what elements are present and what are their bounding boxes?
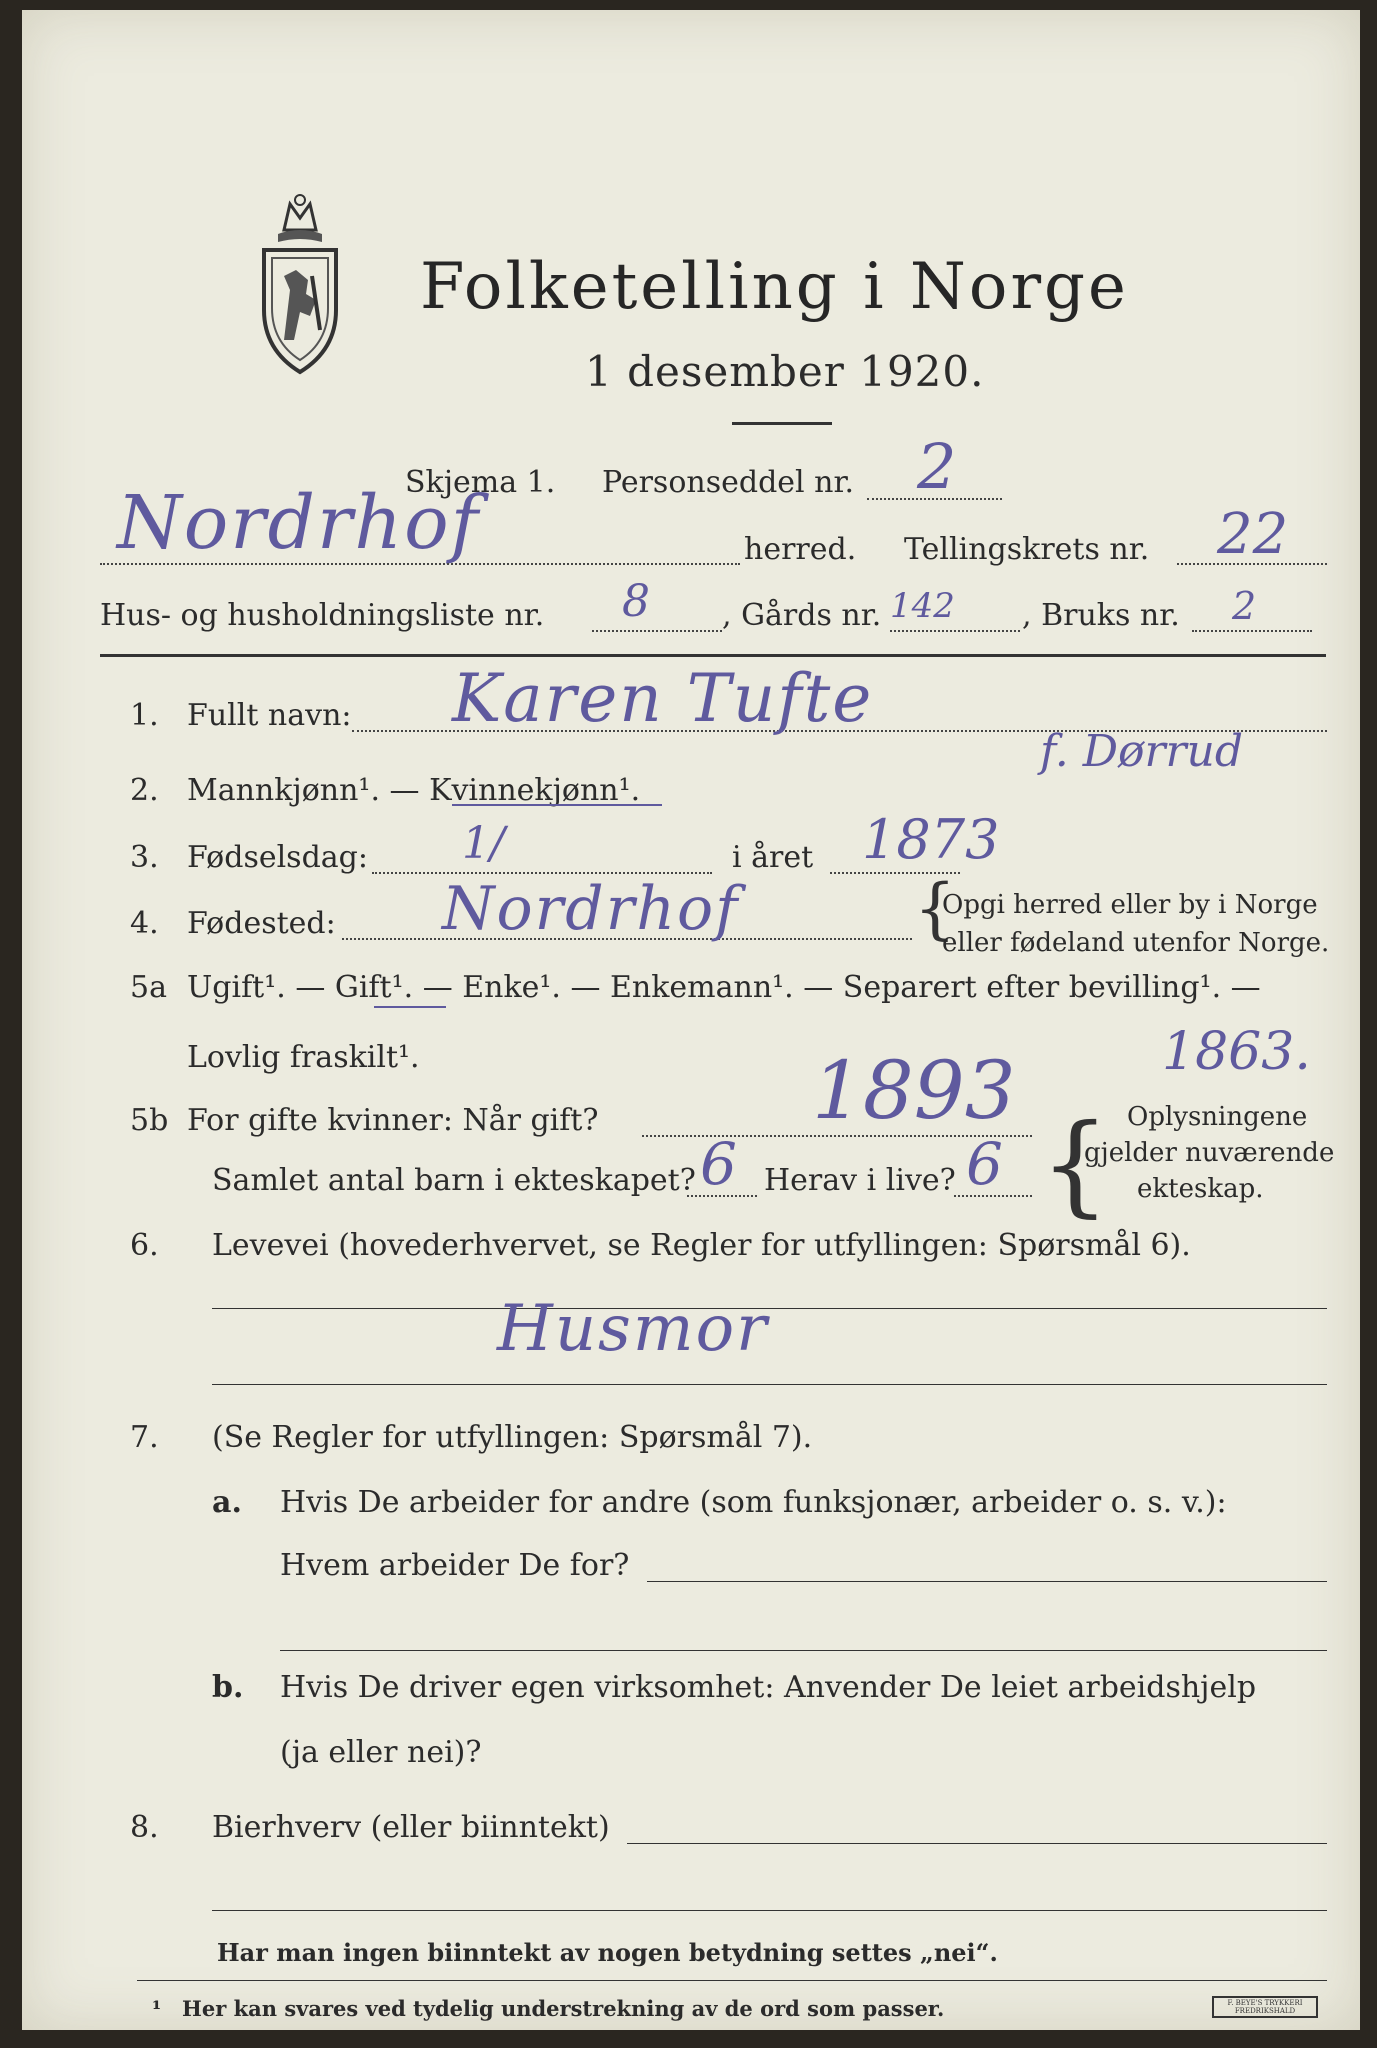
bruks-value[interactable]: 2 bbox=[1232, 584, 1257, 628]
q5b-label1: For gifte kvinner: Når gift? bbox=[187, 1103, 599, 1138]
birth-year-value[interactable]: 1873 bbox=[862, 808, 1000, 871]
q8-field-line-1 bbox=[627, 1843, 1327, 1844]
form-title: Folketelling i Norge bbox=[420, 250, 1129, 324]
husholdningsliste-label: Hus- og husholdningsliste nr. bbox=[100, 598, 545, 633]
q4-number: 4. bbox=[130, 906, 159, 941]
q6-field-line-2 bbox=[212, 1384, 1327, 1385]
married-year-value[interactable]: 1893 bbox=[812, 1044, 1016, 1137]
q4-note-line2: eller fødeland utenfor Norge. bbox=[942, 928, 1330, 958]
q3-number: 3. bbox=[130, 840, 159, 875]
q7-number: 7. bbox=[130, 1420, 159, 1455]
q5b-note-line3: ekteskap. bbox=[1137, 1174, 1264, 1204]
q5b-note-line2: gjelder nuværende bbox=[1084, 1138, 1335, 1168]
q5a-number: 5a bbox=[130, 970, 167, 1005]
q5b-label2: Samlet antal barn i ekteskapet? bbox=[212, 1163, 696, 1198]
q2-number: 2. bbox=[130, 773, 159, 808]
footnote-mark: ¹ bbox=[152, 1996, 162, 2021]
q6-field-line-1 bbox=[212, 1308, 1327, 1309]
title-divider bbox=[732, 422, 832, 425]
q7a-line1: Hvis De arbeider for andre (som funksjonær, arbeider o. s. v.): bbox=[280, 1485, 1227, 1520]
printer-stamp: F. BEYE'S TRYKKERI FREDRIKSHALD bbox=[1212, 1996, 1318, 2018]
q5a-line1: Ugift¹. — Gift¹. — Enke¹. — Enkemann¹. — Separert efter bevilling¹. — bbox=[187, 970, 1261, 1005]
birthday-value[interactable]: 1/ bbox=[462, 818, 505, 869]
tellingskrets-label: Tellingskrets nr. bbox=[904, 532, 1150, 567]
q5b-label3: Herav i live? bbox=[764, 1163, 956, 1198]
herred-label: herred. bbox=[744, 532, 857, 567]
skjema-label: Skjema 1. bbox=[405, 465, 556, 500]
q4-note-brace: { bbox=[914, 870, 956, 947]
gards-label: , Gårds nr. bbox=[722, 598, 882, 633]
margin-year-note[interactable]: 1863. bbox=[1162, 1022, 1311, 1082]
header-divider bbox=[100, 654, 1326, 657]
q2-label: Mannkjønn¹. — Kvinnekjønn¹. bbox=[187, 773, 641, 808]
occupation-value[interactable]: Husmor bbox=[497, 1292, 769, 1366]
footer-note: Har man ingen biinntekt av nogen betydning settes „nei“. bbox=[217, 1938, 998, 1967]
birthplace-value[interactable]: Nordrhof bbox=[442, 874, 740, 944]
q7b-letter: b. bbox=[212, 1670, 244, 1705]
personseddel-label: Personseddel nr. bbox=[602, 465, 855, 500]
aaret-label: i året bbox=[732, 840, 814, 875]
bruks-label: , Bruks nr. bbox=[1022, 598, 1180, 633]
herred-value[interactable]: Nordrhof bbox=[117, 480, 481, 566]
q5a-line2: Lovlig fraskilt¹. bbox=[187, 1040, 420, 1075]
q7a-letter: a. bbox=[212, 1485, 242, 1520]
gift-underline-mark bbox=[374, 1000, 446, 1008]
q5b-note-brace: { bbox=[1040, 1100, 1110, 1228]
husholdningsliste-field-line bbox=[592, 630, 722, 632]
q6-label: Levevei (hovederhvervet, se Regler for utfyllingen: Spørsmål 6). bbox=[212, 1228, 1191, 1263]
q7b-line2: (ja eller nei)? bbox=[280, 1735, 482, 1770]
husholdningsliste-value[interactable]: 8 bbox=[622, 576, 650, 627]
q6-number: 6. bbox=[130, 1228, 159, 1263]
q1-number: 1. bbox=[130, 698, 159, 733]
q3-label: Fødselsdag: bbox=[187, 840, 368, 875]
herred-field-line bbox=[100, 563, 740, 565]
q8-number: 8. bbox=[130, 1810, 159, 1845]
children-total-value[interactable]: 6 bbox=[700, 1130, 737, 1198]
bruks-field-line bbox=[1192, 630, 1312, 632]
personseddel-value[interactable]: 2 bbox=[917, 430, 957, 503]
footer-divider bbox=[137, 1980, 1327, 1981]
footnote-text: Her kan svares ved tydelig understrekning av de ord som passer. bbox=[182, 1996, 945, 2021]
maiden-name-value[interactable]: f. Dørrud bbox=[1040, 726, 1244, 777]
full-name-value[interactable]: Karen Tufte bbox=[452, 660, 874, 737]
coat-of-arms-icon bbox=[254, 190, 346, 380]
census-date: 1 desember 1920. bbox=[585, 347, 985, 396]
q7a-line2: Hvem arbeider De for? bbox=[280, 1548, 630, 1583]
kvinnekjonn-underline-mark bbox=[452, 798, 662, 806]
census-form bbox=[22, 10, 1360, 2030]
q1-label: Fullt navn: bbox=[187, 698, 352, 733]
gards-field-line bbox=[890, 630, 1020, 632]
q5b-number: 5b bbox=[130, 1103, 169, 1138]
gards-value[interactable]: 142 bbox=[890, 586, 955, 626]
q7-label: (Se Regler for utfyllingen: Spørsmål 7). bbox=[212, 1420, 813, 1455]
q7a-field-line-1 bbox=[647, 1581, 1327, 1582]
tellingskrets-value[interactable]: 22 bbox=[1217, 502, 1289, 567]
q7b-line1: Hvis De driver egen virksomhet: Anvender De leiet arbeidshjelp bbox=[280, 1670, 1257, 1705]
children-alive-value[interactable]: 6 bbox=[966, 1130, 1003, 1198]
q7a-field-line-2 bbox=[280, 1650, 1327, 1651]
q8-field-line-2 bbox=[212, 1910, 1327, 1911]
q4-note-line1: Opgi herred eller by i Norge bbox=[942, 890, 1318, 920]
q5b-note-line1: Oplysningene bbox=[1127, 1102, 1308, 1132]
q8-label: Bierhverv (eller biinntekt) bbox=[212, 1810, 610, 1845]
q4-label: Fødested: bbox=[187, 906, 336, 941]
